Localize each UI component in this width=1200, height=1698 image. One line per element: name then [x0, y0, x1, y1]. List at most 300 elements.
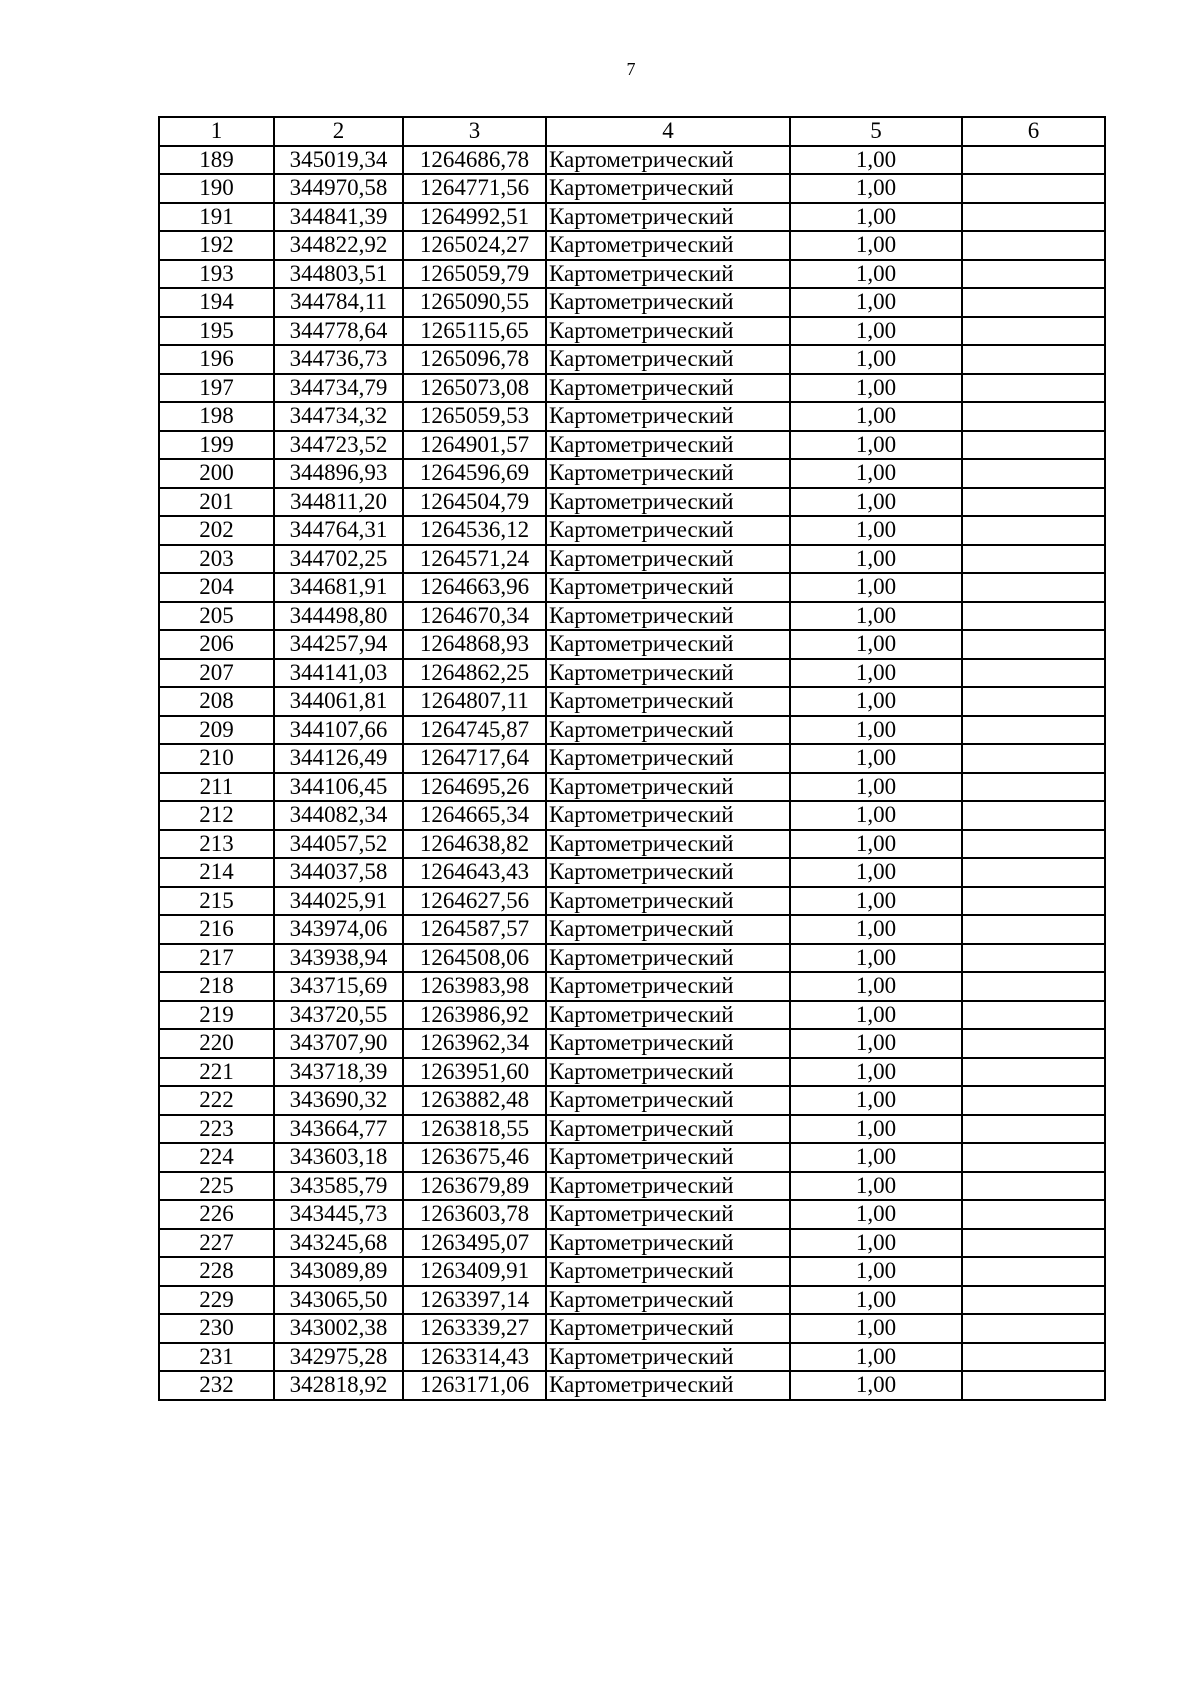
method-cell: Картометрический	[546, 1058, 790, 1087]
note-cell	[962, 1286, 1105, 1315]
column-header-4: 4	[546, 117, 790, 146]
method-cell: Картометрический	[546, 1371, 790, 1400]
note-cell	[962, 1314, 1105, 1343]
x-coordinate-cell: 344681,91	[274, 573, 403, 602]
column-header-1: 1	[159, 117, 274, 146]
method-cell: Картометрический	[546, 260, 790, 289]
accuracy-cell: 1,00	[790, 1086, 962, 1115]
table-row	[159, 830, 1105, 859]
y-coordinate-cell: 1263986,92	[403, 1001, 546, 1030]
point-number-cell: 214	[159, 858, 274, 887]
table-row	[159, 1200, 1105, 1229]
point-number-cell: 210	[159, 744, 274, 773]
x-coordinate-cell: 344702,25	[274, 545, 403, 574]
table-row	[159, 858, 1105, 887]
accuracy-cell: 1,00	[790, 1371, 962, 1400]
method-cell: Картометрический	[546, 1115, 790, 1144]
accuracy-cell: 1,00	[790, 801, 962, 830]
method-cell: Картометрический	[546, 1143, 790, 1172]
note-cell	[962, 801, 1105, 830]
accuracy-cell: 1,00	[790, 573, 962, 602]
table-row	[159, 744, 1105, 773]
note-cell	[962, 146, 1105, 175]
accuracy-cell: 1,00	[790, 659, 962, 688]
y-coordinate-cell: 1264695,26	[403, 773, 546, 802]
method-cell: Картометрический	[546, 773, 790, 802]
y-coordinate-cell: 1263679,89	[403, 1172, 546, 1201]
x-coordinate-cell: 344107,66	[274, 716, 403, 745]
x-coordinate-cell: 344037,58	[274, 858, 403, 887]
method-cell: Картометрический	[546, 516, 790, 545]
accuracy-cell: 1,00	[790, 602, 962, 631]
point-number-cell: 200	[159, 459, 274, 488]
x-coordinate-cell: 344061,81	[274, 687, 403, 716]
accuracy-cell: 1,00	[790, 1143, 962, 1172]
y-coordinate-cell: 1263339,27	[403, 1314, 546, 1343]
point-number-cell: 220	[159, 1029, 274, 1058]
point-number-cell: 228	[159, 1257, 274, 1286]
accuracy-cell: 1,00	[790, 830, 962, 859]
accuracy-cell: 1,00	[790, 1286, 962, 1315]
y-coordinate-cell: 1264638,82	[403, 830, 546, 859]
y-coordinate-cell: 1264686,78	[403, 146, 546, 175]
accuracy-cell: 1,00	[790, 459, 962, 488]
point-number-cell: 227	[159, 1229, 274, 1258]
x-coordinate-cell: 344734,79	[274, 374, 403, 403]
table-row	[159, 402, 1105, 431]
x-coordinate-cell: 344736,73	[274, 345, 403, 374]
point-number-cell: 191	[159, 203, 274, 232]
y-coordinate-cell: 1263962,34	[403, 1029, 546, 1058]
point-number-cell: 223	[159, 1115, 274, 1144]
x-coordinate-cell: 343720,55	[274, 1001, 403, 1030]
y-coordinate-cell: 1263171,06	[403, 1371, 546, 1400]
accuracy-cell: 1,00	[790, 887, 962, 916]
x-coordinate-cell: 343664,77	[274, 1115, 403, 1144]
method-cell: Картометрический	[546, 744, 790, 773]
point-number-cell: 218	[159, 972, 274, 1001]
x-coordinate-cell: 342818,92	[274, 1371, 403, 1400]
note-cell	[962, 887, 1105, 916]
accuracy-cell: 1,00	[790, 374, 962, 403]
point-number-cell: 213	[159, 830, 274, 859]
x-coordinate-cell: 344106,45	[274, 773, 403, 802]
accuracy-cell: 1,00	[790, 402, 962, 431]
accuracy-cell: 1,00	[790, 1229, 962, 1258]
y-coordinate-cell: 1263397,14	[403, 1286, 546, 1315]
table-row	[159, 431, 1105, 460]
coordinates-table	[158, 116, 1106, 1401]
table-row	[159, 1172, 1105, 1201]
column-header-2: 2	[274, 117, 403, 146]
accuracy-cell: 1,00	[790, 1343, 962, 1372]
note-cell	[962, 1143, 1105, 1172]
note-cell	[962, 317, 1105, 346]
table-row	[159, 944, 1105, 973]
point-number-cell: 209	[159, 716, 274, 745]
point-number-cell: 225	[159, 1172, 274, 1201]
x-coordinate-cell: 345019,34	[274, 146, 403, 175]
y-coordinate-cell: 1264571,24	[403, 545, 546, 574]
x-coordinate-cell: 344141,03	[274, 659, 403, 688]
y-coordinate-cell: 1264504,79	[403, 488, 546, 517]
point-number-cell: 199	[159, 431, 274, 460]
method-cell: Картометрический	[546, 1001, 790, 1030]
y-coordinate-cell: 1264807,11	[403, 687, 546, 716]
accuracy-cell: 1,00	[790, 288, 962, 317]
x-coordinate-cell: 344784,11	[274, 288, 403, 317]
note-cell	[962, 516, 1105, 545]
x-coordinate-cell: 344778,64	[274, 317, 403, 346]
note-cell	[962, 1257, 1105, 1286]
point-number-cell: 195	[159, 317, 274, 346]
column-header-5: 5	[790, 117, 962, 146]
method-cell: Картометрический	[546, 174, 790, 203]
table-row	[159, 630, 1105, 659]
accuracy-cell: 1,00	[790, 1001, 962, 1030]
page-number: 7	[626, 59, 636, 79]
y-coordinate-cell: 1264868,93	[403, 630, 546, 659]
point-number-cell: 232	[159, 1371, 274, 1400]
x-coordinate-cell: 343585,79	[274, 1172, 403, 1201]
y-coordinate-cell: 1264901,57	[403, 431, 546, 460]
point-number-cell: 211	[159, 773, 274, 802]
y-coordinate-cell: 1263495,07	[403, 1229, 546, 1258]
method-cell: Картометрический	[546, 830, 790, 859]
table-row	[159, 317, 1105, 346]
table-row	[159, 459, 1105, 488]
table-body	[159, 146, 1105, 1400]
accuracy-cell: 1,00	[790, 1257, 962, 1286]
point-number-cell: 216	[159, 915, 274, 944]
method-cell: Картометрический	[546, 459, 790, 488]
x-coordinate-cell: 344126,49	[274, 744, 403, 773]
method-cell: Картометрический	[546, 1172, 790, 1201]
accuracy-cell: 1,00	[790, 972, 962, 1001]
point-number-cell: 208	[159, 687, 274, 716]
note-cell	[962, 944, 1105, 973]
method-cell: Картометрический	[546, 431, 790, 460]
table-row	[159, 1029, 1105, 1058]
accuracy-cell: 1,00	[790, 858, 962, 887]
method-cell: Картометрический	[546, 1229, 790, 1258]
method-cell: Картометрический	[546, 203, 790, 232]
table-row	[159, 174, 1105, 203]
method-cell: Картометрический	[546, 1086, 790, 1115]
method-cell: Картометрический	[546, 288, 790, 317]
table-row	[159, 1086, 1105, 1115]
column-header-3: 3	[403, 117, 546, 146]
method-cell: Картометрический	[546, 231, 790, 260]
y-coordinate-cell: 1264745,87	[403, 716, 546, 745]
y-coordinate-cell: 1263818,55	[403, 1115, 546, 1144]
method-cell: Картометрический	[546, 1257, 790, 1286]
note-cell	[962, 231, 1105, 260]
note-cell	[962, 1058, 1105, 1087]
point-number-cell: 196	[159, 345, 274, 374]
table-header	[159, 117, 1105, 146]
y-coordinate-cell: 1264670,34	[403, 602, 546, 631]
y-coordinate-cell: 1265073,08	[403, 374, 546, 403]
note-cell	[962, 431, 1105, 460]
x-coordinate-cell: 344970,58	[274, 174, 403, 203]
x-coordinate-cell: 343938,94	[274, 944, 403, 973]
method-cell: Картометрический	[546, 944, 790, 973]
note-cell	[962, 972, 1105, 1001]
method-cell: Картометрический	[546, 915, 790, 944]
x-coordinate-cell: 344811,20	[274, 488, 403, 517]
y-coordinate-cell: 1263951,60	[403, 1058, 546, 1087]
table-row	[159, 488, 1105, 517]
table-row	[159, 887, 1105, 916]
method-cell: Картометрический	[546, 801, 790, 830]
table-row	[159, 345, 1105, 374]
note-cell	[962, 174, 1105, 203]
note-cell	[962, 573, 1105, 602]
table-row	[159, 801, 1105, 830]
y-coordinate-cell: 1264596,69	[403, 459, 546, 488]
accuracy-cell: 1,00	[790, 630, 962, 659]
table-row	[159, 146, 1105, 175]
accuracy-cell: 1,00	[790, 174, 962, 203]
y-coordinate-cell: 1265090,55	[403, 288, 546, 317]
point-number-cell: 230	[159, 1314, 274, 1343]
y-coordinate-cell: 1264717,64	[403, 744, 546, 773]
point-number-cell: 201	[159, 488, 274, 517]
note-cell	[962, 1001, 1105, 1030]
accuracy-cell: 1,00	[790, 488, 962, 517]
accuracy-cell: 1,00	[790, 345, 962, 374]
accuracy-cell: 1,00	[790, 203, 962, 232]
x-coordinate-cell: 343089,89	[274, 1257, 403, 1286]
method-cell: Картометрический	[546, 687, 790, 716]
x-coordinate-cell: 344803,51	[274, 260, 403, 289]
table-row	[159, 659, 1105, 688]
note-cell	[962, 602, 1105, 631]
x-coordinate-cell: 343065,50	[274, 1286, 403, 1315]
note-cell	[962, 374, 1105, 403]
method-cell: Картометрический	[546, 1343, 790, 1372]
accuracy-cell: 1,00	[790, 1172, 962, 1201]
y-coordinate-cell: 1265096,78	[403, 345, 546, 374]
point-number-cell: 197	[159, 374, 274, 403]
accuracy-cell: 1,00	[790, 1115, 962, 1144]
method-cell: Картометрический	[546, 887, 790, 916]
method-cell: Картометрический	[546, 545, 790, 574]
x-coordinate-cell: 343245,68	[274, 1229, 403, 1258]
point-number-cell: 226	[159, 1200, 274, 1229]
method-cell: Картометрический	[546, 374, 790, 403]
note-cell	[962, 1086, 1105, 1115]
note-cell	[962, 545, 1105, 574]
note-cell	[962, 1029, 1105, 1058]
method-cell: Картометрический	[546, 1286, 790, 1315]
method-cell: Картометрический	[546, 630, 790, 659]
method-cell: Картометрический	[546, 602, 790, 631]
note-cell	[962, 402, 1105, 431]
method-cell: Картометрический	[546, 573, 790, 602]
x-coordinate-cell: 344082,34	[274, 801, 403, 830]
accuracy-cell: 1,00	[790, 773, 962, 802]
y-coordinate-cell: 1264643,43	[403, 858, 546, 887]
table-row	[159, 231, 1105, 260]
note-cell	[962, 1343, 1105, 1372]
point-number-cell: 229	[159, 1286, 274, 1315]
point-number-cell: 224	[159, 1143, 274, 1172]
note-cell	[962, 915, 1105, 944]
accuracy-cell: 1,00	[790, 716, 962, 745]
table-row	[159, 716, 1105, 745]
table-row	[159, 602, 1105, 631]
point-number-cell: 222	[159, 1086, 274, 1115]
method-cell: Картометрический	[546, 1029, 790, 1058]
point-number-cell: 189	[159, 146, 274, 175]
y-coordinate-cell: 1264587,57	[403, 915, 546, 944]
y-coordinate-cell: 1263603,78	[403, 1200, 546, 1229]
table-row	[159, 1115, 1105, 1144]
x-coordinate-cell: 344025,91	[274, 887, 403, 916]
y-coordinate-cell: 1265059,79	[403, 260, 546, 289]
point-number-cell: 207	[159, 659, 274, 688]
x-coordinate-cell: 344764,31	[274, 516, 403, 545]
note-cell	[962, 260, 1105, 289]
accuracy-cell: 1,00	[790, 1200, 962, 1229]
note-cell	[962, 630, 1105, 659]
x-coordinate-cell: 344257,94	[274, 630, 403, 659]
note-cell	[962, 716, 1105, 745]
method-cell: Картометрический	[546, 1314, 790, 1343]
table-row	[159, 288, 1105, 317]
point-number-cell: 205	[159, 602, 274, 631]
method-cell: Картометрический	[546, 858, 790, 887]
point-number-cell: 217	[159, 944, 274, 973]
point-number-cell: 231	[159, 1343, 274, 1372]
y-coordinate-cell: 1264508,06	[403, 944, 546, 973]
point-number-cell: 202	[159, 516, 274, 545]
accuracy-cell: 1,00	[790, 687, 962, 716]
table-row	[159, 1343, 1105, 1372]
table-row	[159, 1286, 1105, 1315]
note-cell	[962, 1229, 1105, 1258]
table-row	[159, 573, 1105, 602]
point-number-cell: 221	[159, 1058, 274, 1087]
point-number-cell: 206	[159, 630, 274, 659]
method-cell: Картометрический	[546, 716, 790, 745]
note-cell	[962, 1371, 1105, 1400]
method-cell: Картометрический	[546, 345, 790, 374]
y-coordinate-cell: 1265115,65	[403, 317, 546, 346]
note-cell	[962, 744, 1105, 773]
method-cell: Картометрический	[546, 972, 790, 1001]
table-row	[159, 516, 1105, 545]
table-row	[159, 1001, 1105, 1030]
note-cell	[962, 488, 1105, 517]
method-cell: Картометрический	[546, 488, 790, 517]
accuracy-cell: 1,00	[790, 545, 962, 574]
point-number-cell: 194	[159, 288, 274, 317]
method-cell: Картометрический	[546, 1200, 790, 1229]
point-number-cell: 203	[159, 545, 274, 574]
x-coordinate-cell: 343715,69	[274, 972, 403, 1001]
table-row	[159, 1229, 1105, 1258]
method-cell: Картометрический	[546, 659, 790, 688]
method-cell: Картометрический	[546, 146, 790, 175]
header-row	[159, 117, 1105, 146]
x-coordinate-cell: 344734,32	[274, 402, 403, 431]
method-cell: Картометрический	[546, 317, 790, 346]
y-coordinate-cell: 1263882,48	[403, 1086, 546, 1115]
note-cell	[962, 858, 1105, 887]
y-coordinate-cell: 1265059,53	[403, 402, 546, 431]
note-cell	[962, 830, 1105, 859]
x-coordinate-cell: 344057,52	[274, 830, 403, 859]
accuracy-cell: 1,00	[790, 231, 962, 260]
note-cell	[962, 659, 1105, 688]
note-cell	[962, 288, 1105, 317]
accuracy-cell: 1,00	[790, 431, 962, 460]
y-coordinate-cell: 1263314,43	[403, 1343, 546, 1372]
table-row	[159, 545, 1105, 574]
table-row	[159, 1058, 1105, 1087]
table-row	[159, 687, 1105, 716]
note-cell	[962, 1200, 1105, 1229]
y-coordinate-cell: 1264862,25	[403, 659, 546, 688]
accuracy-cell: 1,00	[790, 915, 962, 944]
table-row	[159, 1257, 1105, 1286]
y-coordinate-cell: 1263409,91	[403, 1257, 546, 1286]
table-row	[159, 203, 1105, 232]
accuracy-cell: 1,00	[790, 1314, 962, 1343]
x-coordinate-cell: 344822,92	[274, 231, 403, 260]
accuracy-cell: 1,00	[790, 744, 962, 773]
x-coordinate-cell: 343002,38	[274, 1314, 403, 1343]
accuracy-cell: 1,00	[790, 260, 962, 289]
x-coordinate-cell: 343445,73	[274, 1200, 403, 1229]
note-cell	[962, 1172, 1105, 1201]
x-coordinate-cell: 343974,06	[274, 915, 403, 944]
x-coordinate-cell: 344498,80	[274, 602, 403, 631]
point-number-cell: 198	[159, 402, 274, 431]
x-coordinate-cell: 343690,32	[274, 1086, 403, 1115]
y-coordinate-cell: 1263983,98	[403, 972, 546, 1001]
method-cell: Картометрический	[546, 402, 790, 431]
point-number-cell: 190	[159, 174, 274, 203]
point-number-cell: 212	[159, 801, 274, 830]
table-row	[159, 1143, 1105, 1172]
note-cell	[962, 1115, 1105, 1144]
point-number-cell: 219	[159, 1001, 274, 1030]
accuracy-cell: 1,00	[790, 317, 962, 346]
point-number-cell: 192	[159, 231, 274, 260]
note-cell	[962, 687, 1105, 716]
x-coordinate-cell: 342975,28	[274, 1343, 403, 1372]
table-row	[159, 374, 1105, 403]
y-coordinate-cell: 1264536,12	[403, 516, 546, 545]
x-coordinate-cell: 343718,39	[274, 1058, 403, 1087]
table-row	[159, 915, 1105, 944]
y-coordinate-cell: 1263675,46	[403, 1143, 546, 1172]
note-cell	[962, 203, 1105, 232]
table-row	[159, 1314, 1105, 1343]
note-cell	[962, 459, 1105, 488]
x-coordinate-cell: 344723,52	[274, 431, 403, 460]
y-coordinate-cell: 1264665,34	[403, 801, 546, 830]
x-coordinate-cell: 343603,18	[274, 1143, 403, 1172]
accuracy-cell: 1,00	[790, 944, 962, 973]
table-row	[159, 1371, 1105, 1400]
y-coordinate-cell: 1265024,27	[403, 231, 546, 260]
y-coordinate-cell: 1264771,56	[403, 174, 546, 203]
